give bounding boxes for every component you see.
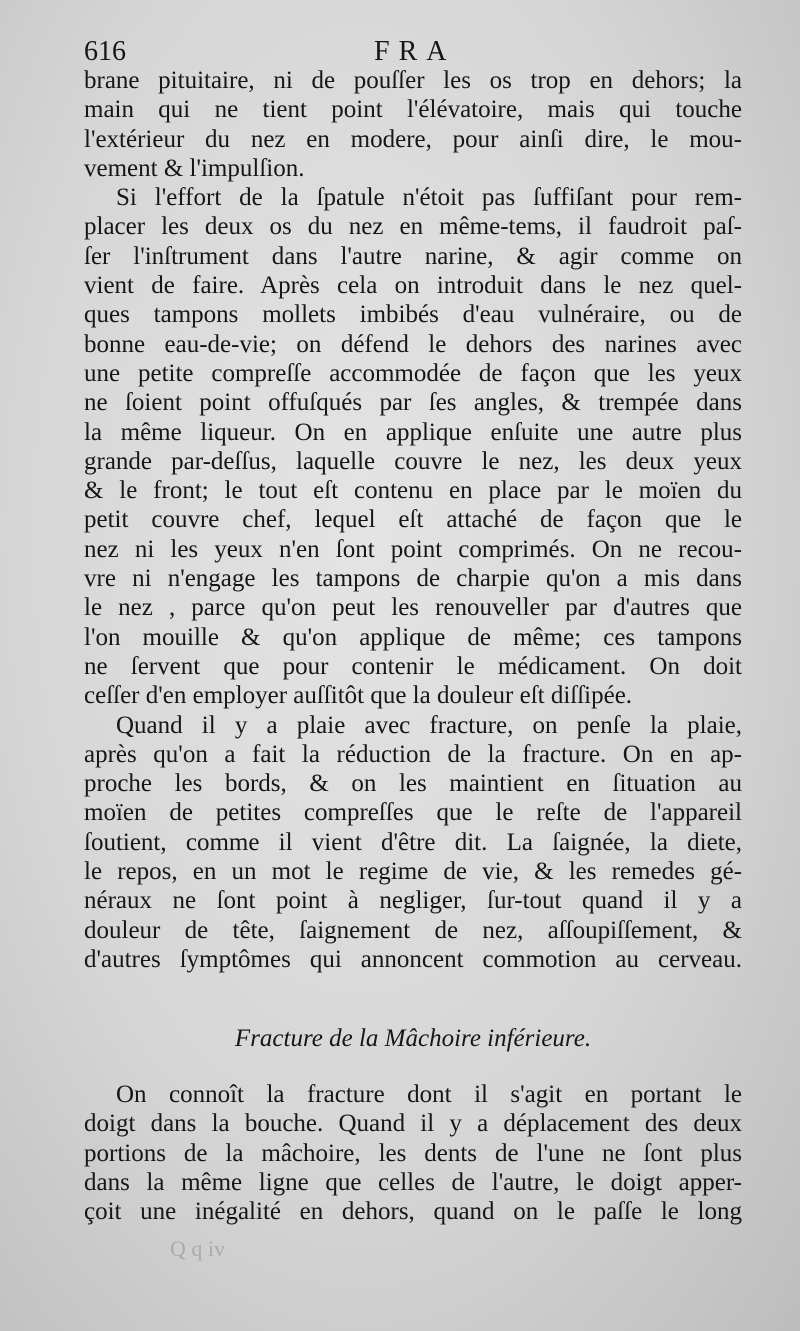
text-line: & le front; le tout eſt contenu en place par le moïen du [84, 477, 742, 505]
text-line: moïen de petites compreſſes que le reſte de l'appareil [84, 799, 742, 827]
text-line: bonne eau-de-vie; on défend le dehors des narines avec [84, 330, 742, 358]
text-line: brane pituitaire, ni de pouſſer les os trop en dehors; la [84, 67, 742, 94]
page-number: 616 [84, 36, 126, 67]
running-head: FRA [374, 36, 456, 67]
text-line: vre ni n'engage les tampons de charpie qu'on a mis dans [84, 565, 742, 593]
text-line: le repos, en un mot le regime de vie, & les remedes gé- [84, 858, 742, 886]
text-line: ceſſer d'en employer auſſitôt que la douleur eſt diſſipée. [84, 682, 633, 710]
text-line: Si l'effort de la ſpatule n'étoit pas ſuffiſant pour rem- [116, 184, 742, 212]
page-header [84, 36, 744, 70]
text-line: douleur de tête, ſaignement de nez, aſſoupiſſement, & [84, 916, 742, 944]
text-line: nez ni les yeux n'en ſont point comprimés. On ne recou- [84, 535, 742, 563]
text-line: On connoît la fracture dont il s'agit en portant le [116, 1081, 742, 1108]
text-line: vement & l'impulſion. [84, 154, 305, 182]
text-line: ſer l'inſtrument dans l'autre narine, & agir comme on [84, 242, 742, 270]
text-line: ne ſervent que pour contenir le médicament. On doit [84, 652, 742, 680]
text-line: petit couvre chef, lequel eſt attaché de façon que le [84, 506, 742, 534]
text-line: le nez , parce qu'on peut les renouveller par d'autres que [84, 594, 742, 622]
text-line: ne ſoient point offuſqués par ſes angles, & trempée dans [84, 389, 742, 417]
text-line: la même liqueur. On en applique enſuite une autre plus [84, 418, 742, 446]
text-line: proche les bords, & on les maintient en ſituation au [84, 770, 742, 798]
text-line: ques tampons mollets imbibés d'eau vulnéraire, ou de [84, 301, 742, 329]
signature-mark: Q q iv [170, 1236, 225, 1261]
text-line: main qui ne tient point l'élévatoire, mais qui touche [84, 96, 742, 124]
section-heading: Fracture de la Mâchoire inférieure. [234, 1025, 592, 1052]
text-line: doigt dans la bouche. Quand il y a déplacement des deux [84, 1110, 742, 1138]
section-text [84, 1080, 742, 1226]
text-line: dans la même ligne que celles de l'autre, le doigt apper- [84, 1168, 742, 1196]
text-line: placer les deux os du nez en même-tems, il faudroit paſ- [84, 213, 742, 241]
text-line: après qu'on a fait la réduction de la fracture. On en ap- [84, 740, 742, 768]
text-line: une petite compreſſe accommodée de façon que les yeux [84, 359, 742, 387]
text-line: grande par-deſſus, laquelle couvre le nez, les deux yeux [84, 447, 742, 475]
text-line: portions de la mâchoire, les dents de l'une ne ſont plus [84, 1139, 742, 1167]
text-line: vient de faire. Après cela on introduit dans le nez quel- [84, 272, 742, 300]
text-line: ſoutient, comme il vient d'être dit. La ſaignée, la diete, [84, 828, 742, 856]
text-line: d'autres ſymptômes qui annoncent commotion au cerveau. [84, 945, 742, 973]
text-line: Quand il y a plaie avec fracture, on penſe la plaie, [116, 711, 742, 739]
text-line: néraux ne ſont point à negliger, ſur-tout quand il y a [84, 887, 742, 915]
text-line: l'extérieur du nez en modere, pour ainſi dire, le mou- [84, 125, 742, 153]
text-line: l'on mouille & qu'on applique de même; ces tampons [84, 623, 742, 651]
main-text [84, 66, 742, 974]
text-line: çoit une inégalité en dehors, quand on le paſſe le long [84, 1198, 742, 1226]
